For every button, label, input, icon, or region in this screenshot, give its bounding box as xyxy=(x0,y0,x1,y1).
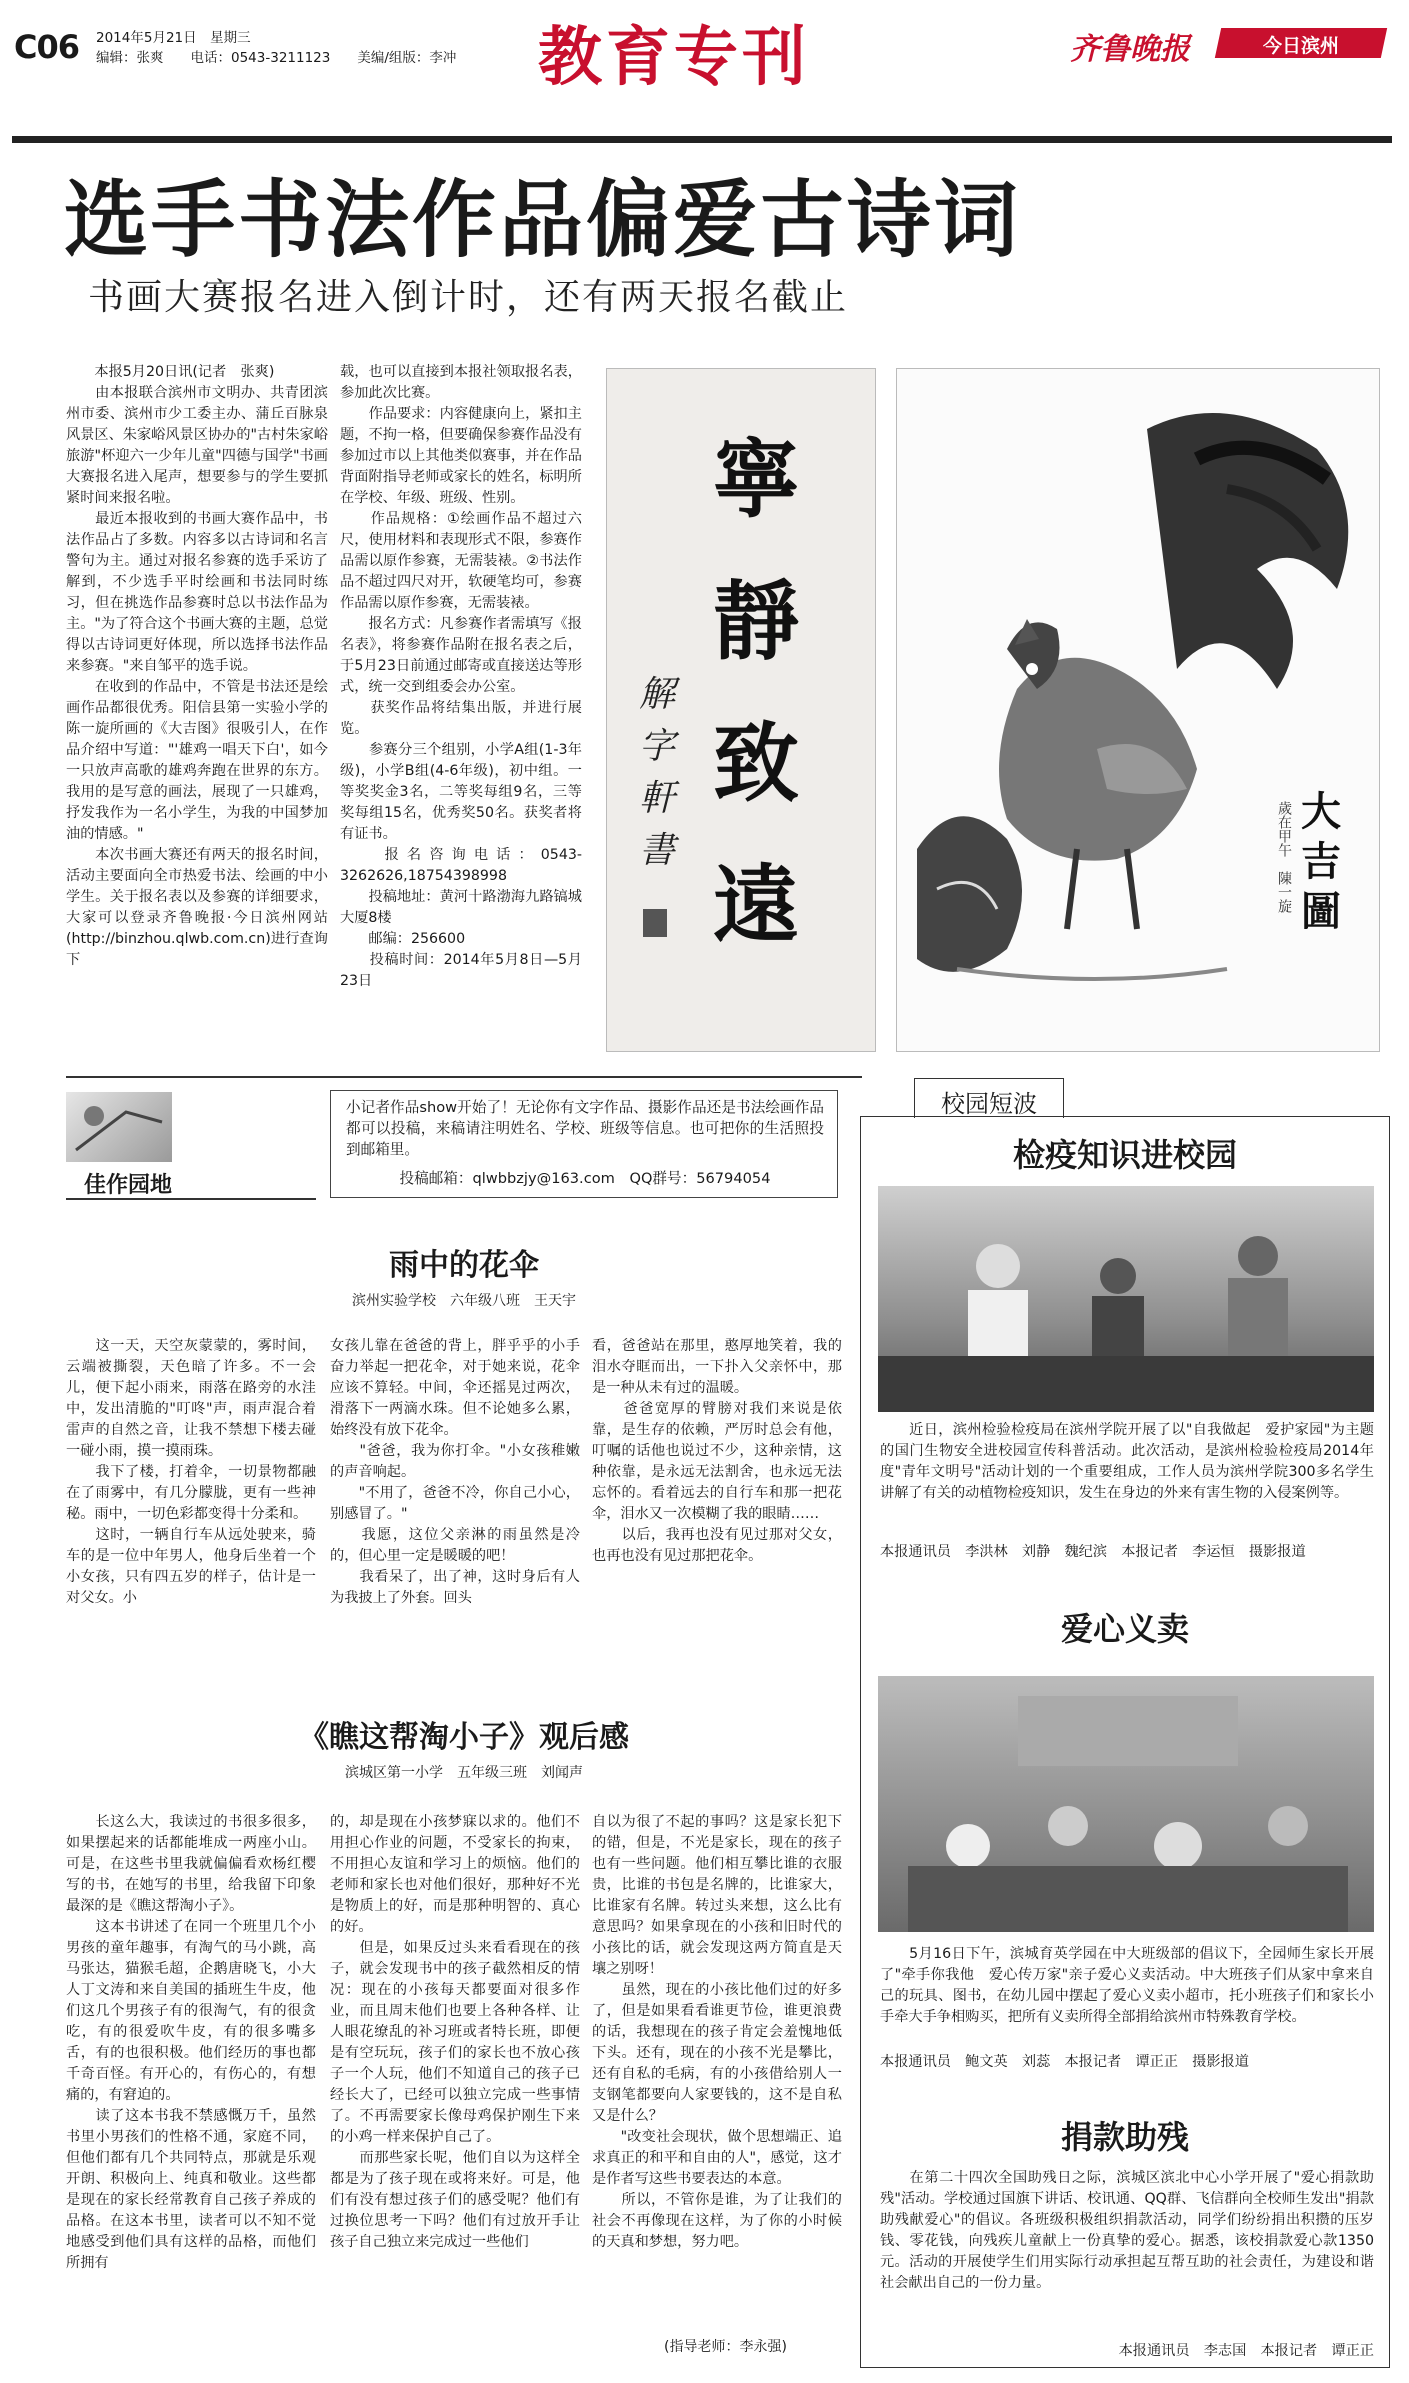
story3-title: 捐款助残 xyxy=(1060,2118,1189,2156)
essay2-column-2: 的，却是现在小孩梦寐以求的。他们不用担心作业的问题，不受家长的拘束，不用担心友谊和学习上的烦恼。他们的老师和家长也对他们很好，那种好不光是物质上的好，而是那种明智的、真心的好。 但是，如果反过头来看看现在的孩子，就会发现书中的孩子截然相反的情况：现在的小孩每天都要面对很多作业，而且周末他们也要上各种各样、让人眼花缭乱的补习班或者特长班，即便是有空玩玩，孩子们的家长也不放心孩子一个人玩，他们不知道自己的孩子已经长大了，已经可以独立完成一些事情了。不再需要家长像母鸡保护刚生下来的小鸡一样来保护自己了。 而那些家长呢，他们自以为这样全都是为了孩子现在或将来好。可是，他们有没有想过孩子们的感受呢？他们有过换位思考一下吗？他们有过放开手让孩子自己独立来完成过一些他们 xyxy=(330,1814,580,2250)
section-title: 教育专刊 xyxy=(538,20,810,95)
essay2-title: 《瞧这帮淘小子》观后感 xyxy=(299,1720,629,1755)
essay2-column-3: 自以为很了不起的事吗？这是家长犯下的错，但是，不光是家长，现在的孩子也有一些问题。他们相互攀比谁的衣服贵，比谁的书包是名牌的，比谁家大，比谁家有名牌。转过头来想，这么比有意思吗？如果拿现在的小孩和旧时代的小孩比的话，就会发现这两方简直是天壤之别呀！ 虽然，现在的小孩比他们过的好多了，但是如果看看谁更节俭，谁更浪费的话，我想现在的孩子肯定会羞愧地低下头。还有，现在的小孩不光是攀比，还有自私的毛病，有的小孩借给别人一支钢笔都要向人家要钱的，这不是自私又是什么？ "改变社会现状，做个思想端正、追求真正的和平和自由的人"，感觉，这才是作者写这些书要表达的本意。 所以，不管你是谁，为了让我们的社会不再像现在这样，为了你的小时候的天真和梦想，努力吧。 xyxy=(592,1814,842,2250)
story2-photo xyxy=(878,1676,1374,1932)
subheadline: 书画大赛报名进入倒计时，还有两天报名截止 xyxy=(88,277,849,318)
jiazuo-underline xyxy=(66,1198,316,1200)
story1-body: 近日，滨州检验检疫局在滨州学院开展了以"自我做起 爱护家园"为主题的国门生物安全进校园宣传科普活动。此次活动，是滨州检验检疫局2014年度"青年文明号"活动计划的一个重要组成，工作人员为滨州学院300多名学生讲解了有关的动植物检疫知识，发生在身边的外来有害生物的入侵案例等。 xyxy=(880,1422,1374,1501)
painting-signature: 歲在甲午 陳一旋 xyxy=(1276,801,1292,913)
story1-credit: 本报通讯员 李洪林 刘静 魏纪滨 本报记者 李运恒 摄影报道 xyxy=(880,1544,1306,1560)
story3-credit: 本报通讯员 李志国 本报记者 谭正正 xyxy=(1118,2343,1374,2359)
essay2-byline: 滨城区第一小学 五年级三班 刘闻声 xyxy=(345,1765,583,1781)
notice-text: 小记者作品show开始了！无论你有文字作品、摄影作品还是书法绘画作品都可以投稿，来稿请注明姓名、学校、班级等信息。也可把你的生活照投到邮箱里。 xyxy=(346,1099,824,1158)
seal-icon xyxy=(643,909,667,937)
story2-title: 爱心义卖 xyxy=(1060,1610,1189,1648)
calligraphy-photo xyxy=(606,368,876,1052)
section-rule xyxy=(66,1076,862,1078)
headline: 选手书法作品偏爱古诗词 xyxy=(64,170,1022,269)
essay1-column-1: 这一天，天空灰蒙蒙的，雾时间，云端被撕裂，天色暗了许多。不一会儿，便下起小雨来，雨落在路旁的水洼中，发出清脆的"叮咚"声，雨声混合着雷声的自然之音，让我不禁想下楼去碰一碰小雨，摸一摸雨珠。 我下了楼，打着伞，一切景物都融在了雨雾中，有几分朦胧，更有一些神秘。雨中，一切色彩都变得十分柔和。 这时，一辆自行车从远处驶来，骑车的是一位中年男人，他身后坐着一个小女孩，只有四五岁的样子，估计是一对父女。小 xyxy=(66,1338,316,1606)
rooster-painting xyxy=(896,368,1380,1052)
paper-logo: 齐鲁晚报 xyxy=(1070,32,1190,67)
jiazuo-label: 佳作园地 xyxy=(84,1173,173,1198)
essay1-title: 雨中的花伞 xyxy=(389,1248,539,1283)
painting-title: 大吉圖 xyxy=(1301,788,1341,935)
story1-title: 检疫知识进校园 xyxy=(1012,1136,1237,1174)
calligraphy-signature: 解字軒書 xyxy=(638,674,675,871)
campus-tab-label: 校园短波 xyxy=(941,1090,1037,1118)
story2-body: 5月16日下午，滨城育英学园在中大班级部的倡议下，全园师生家长开展了"牵手你我他 爱心传万家"亲子爱心义卖活动。中大班孩子们从家中拿来自己的玩具、图书，在幼儿园中摆起了爱心义卖小超市，托小班孩子们和家长小手牵大手争相购买，把所有义卖所得全部捐给滨州市特殊教育学校。 xyxy=(880,1946,1374,2025)
lead-column-2: 载，也可以直接到本报社领取报名表，参加此次比赛。 作品要求：内容健康向上，紧扣主题，不拘一格，但要确保参赛作品没有参加过市以上其他类似赛事，并在作品背面附指导老师或家长的姓名，标明所在学校、年级、班级、性别。 作品规格：①绘画作品不超过六尺，使用材料和表现形式不限，参赛作品需以原作参赛，无需装裱。②书法作品不超过四尺对开，软硬笔均可，参赛作品需以原作参赛，无需装裱。 报名方式：凡参赛作者需填写《报名表》，将参赛作品附在报名表之后，于5月23日前通过邮寄或直接送达等形式，统一交到组委会办公室。 获奖作品将结集出版，并进行展览。 参赛分三个组别，小学A组(1-3年级)，小学B组(4-6年级)，初中组。一等奖奖金3名，二等奖每组9名，三等奖每组15名，优秀奖50名。获奖者将有证书。 报名咨询电话：0543-3262626,18754398998 投稿地址：黄河十路渤海九路镐城大厦8楼 邮编：256600 投稿时间：2014年5月8日—5月23日 xyxy=(340,364,582,989)
editor-credits: 编辑：张爽 电话：0543-3211123 美编/组版：李冲 xyxy=(96,50,457,66)
issue-date: 2014年5月21日 星期三 xyxy=(96,30,251,46)
children-icon xyxy=(878,1676,1374,1932)
essay1-byline: 滨州实验学校 六年级八班 王天宇 xyxy=(352,1293,576,1309)
teacher-credit: (指导老师：李永强) xyxy=(664,2339,787,2355)
essay1-column-3: 看，爸爸站在那里，憨厚地笑着，我的泪水夺眶而出，一下扑入父亲怀中，那是一种从未有过的温暖。 爸爸宽厚的臂膀对我们来说是依靠，是生存的依赖，严厉时总会有他，叮嘱的话他也说过不少，这种亲情，这种依靠，是永远无法割舍，也永远无法忘怀的。看着远去的自行车和那一把花伞，泪水又一次模糊了我的眼睛…… 以后，我再也没有见过那对父女，也再也没有见过那把花伞。 xyxy=(592,1338,842,1564)
jiazuo-icon-photo xyxy=(66,1092,172,1162)
calligraphy-text: 寧靜致遠 xyxy=(713,429,799,956)
story3-body: 在第二十四次全国助残日之际，滨城区滨北中心小学开展了"爱心捐款助残"活动。学校通过国旗下讲话、校讯通、QQ群、飞信群向全校师生发出"捐款助残献爱心"的倡议。各班级积极组织捐款活动，同学们纷纷捐出积攒的压岁钱、零花钱，向残疾儿童献上一份真挚的爱心。据悉，该校捐款爱心款1350元。活动的开展使学生们用实际行动承担起互帮互助的社会责任，为建设和谐社会献出自己的一份力量。 xyxy=(880,2170,1374,2291)
masthead-rule xyxy=(12,136,1392,143)
edition-label: 今日滨州 xyxy=(1262,35,1339,57)
story1-photo xyxy=(878,1186,1374,1412)
rooster-icon xyxy=(897,369,1380,1052)
crowd-icon xyxy=(878,1186,1374,1412)
lead-column-1: 本报5月20日讯(记者 张爽) 由本报联合滨州市文明办、共青团滨州市委、滨州市少工委主办、蒲丘百脉泉风景区、朱家峪风景区协办的"古村朱家峪旅游"杯迎六一少年儿童"四德与国学"书画大赛报名进入尾声，想要参与的学生要抓紧时间来报名啦。 最近本报收到的书画大赛作品中，书法作品占了多数。内容多以古诗词和名言警句为主。通过对报名参赛的选手采访了解到，不少选手平时绘画和书法同时练习，但在挑选作品参赛时总以书法作品为主。"为了符合这个书画大赛的主题，总觉得以古诗词更好体现，所以选择书法作品来参赛。"来自邹平的选手说。 在收到的作品中，不管是书法还是绘画作品都很优秀。阳信县第一实验小学的陈一旋所画的《大吉图》很吸引人，在作品介绍中写道："'雄鸡一唱天下白'，如今一只放声高歌的雄鸡奔跑在世界的东方。我用的是写意的画法，展现了一只雄鸡，抒发我作为一名小学生，为我的中国梦加油的情感。" 本次书画大赛还有两天的报名时间，活动主要面向全市热爱书法、绘画的中小学生。关于报名表以及参赛的详细要求，大家可以登录齐鲁晚报·今日滨州网站(http://binzhou.qlwb.com.cn)进行查询下 xyxy=(66,364,328,968)
story2-credit: 本报通讯员 鲍文英 刘蕊 本报记者 谭正正 摄影报道 xyxy=(880,2054,1249,2070)
essay1-column-2: 女孩儿靠在爸爸的背上，胖乎乎的小手奋力举起一把花伞，对于她来说，花伞应该不算轻。中间，伞还摇晃过两次，滑落下一两滴水珠。但不论她多么累，始终没有放下花伞。 "爸爸，我为你打伞。"小女孩稚嫩的声音响起。 "不用了，爸爸不冷，你自己小心，别感冒了。" 我愿，这位父亲淋的雨虽然是冷的，但心里一定是暖暖的吧！ 我看呆了，出了神，这时身后有人为我披上了外套。回头 xyxy=(330,1338,580,1606)
notice-contact: 投稿邮箱：qlwbbzjy@163.com QQ群号：56794054 xyxy=(399,1170,771,1187)
page-number: C06 xyxy=(14,28,80,66)
essay2-column-1: 长这么大，我读过的书很多很多，如果摆起来的话都能堆成一两座小山。可是，在这些书里我就偏偏看欢杨红樱写的书，在她写的书里，给我留下印象最深的是《瞧这帮淘小子》。 这本书讲述了在同一个班里几个小男孩的童年趣事，有淘气的马小跳，高马张达，猫猴毛超，企鹅唐晓飞，小大人丁文涛和来自美国的插班生牛皮，他们这几个男孩子有的很淘气，有的很贪吃，有的很爱吹牛皮，有的很多嘴多舌，有的也很积极。他们经历的事也都千奇百怪。有开心的，有伤心的，有想痛的，有窘迫的。 读了这本书我不禁感慨万千，虽然书里小男孩们的性格不通，家庭不同，但他们都有几个共同特点，那就是乐观开朗、积极向上、纯真和敬业。这些都是现在的家长经常教育自己孩子养成的品格。在这本书里，读者可以不知不觉地感受到他们具有这样的品格，而他们所拥有 xyxy=(66,1814,316,2271)
